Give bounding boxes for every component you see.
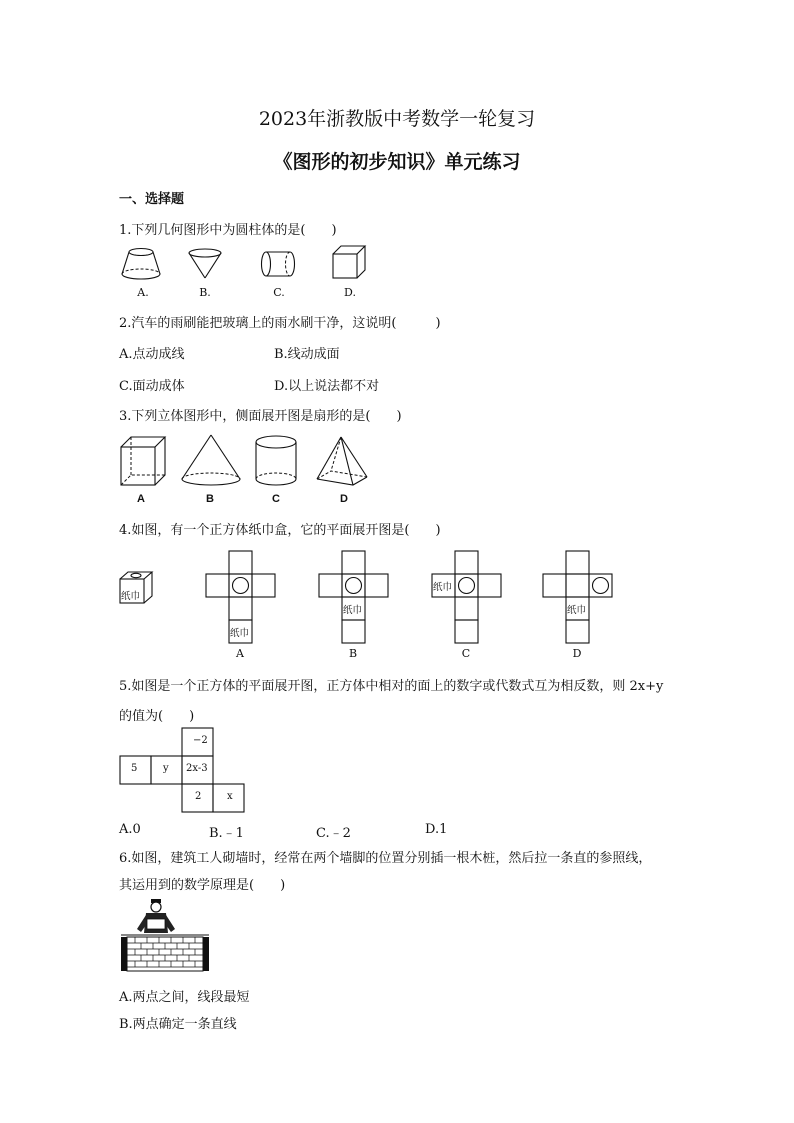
q5-cell-mid: 2x-3 <box>186 763 208 774</box>
q1-label-b: B. <box>199 286 211 299</box>
q1-label-c: C. <box>273 286 285 299</box>
q5-option-a: A.0 <box>119 822 141 837</box>
pyramid-figure <box>317 437 367 485</box>
q1-figures <box>119 244 379 284</box>
q6-option-b: B.两点确定一条直线 <box>119 1017 237 1032</box>
q4-label-c: C <box>461 647 471 660</box>
q1-stem: 1.下列几何图形中为圆柱体的是( ) <box>119 223 337 238</box>
q3-label-d: D <box>340 493 348 505</box>
q1-label-d: D. <box>344 286 356 299</box>
net-b-text: 纸巾 <box>343 605 363 616</box>
q5-cell-right: x <box>227 791 233 802</box>
q6-option-a: A.两点之间，线段最短 <box>119 990 250 1005</box>
q2-option-a: A.点动成线 <box>119 347 185 362</box>
horizontal-cylinder-figure <box>262 252 295 276</box>
q4-label-b: B <box>348 647 358 660</box>
document-title: 2023年浙教版中考数学一轮复习 <box>258 108 536 130</box>
q6-stem-line2: 其运用到的数学原理是( ) <box>119 878 286 893</box>
worker-figure <box>137 899 175 933</box>
net-a-text: 纸巾 <box>230 628 250 639</box>
q5-option-b: B.﹣1 <box>209 826 244 841</box>
q2-option-b: B.线动成面 <box>274 347 340 362</box>
q4-nets <box>206 551 616 645</box>
net-c-text: 纸巾 <box>433 582 453 593</box>
cube-figure <box>333 246 365 278</box>
net-d <box>543 551 612 643</box>
bricklayer-illustration <box>119 899 211 973</box>
q4-box-text: 纸巾 <box>121 591 141 602</box>
net-c <box>432 551 501 643</box>
q5-cell-top: −2 <box>193 735 208 746</box>
frustum-figure <box>122 249 160 280</box>
q4-label-a: A <box>236 647 244 660</box>
q3-figures <box>119 433 379 493</box>
net-d-text: 纸巾 <box>567 605 587 616</box>
document-subtitle: 《图形的初步知识》单元练习 <box>273 151 521 173</box>
q5-cell-bottom: 2 <box>195 791 202 802</box>
q2-option-c: C.面动成体 <box>119 379 185 394</box>
q5-stem-line1: 5.如图是一个正方体的平面展开图，正方体中相对的面上的数字或代数式互为相反数，则 2x+y <box>119 679 664 694</box>
q2-stem: 2.汽车的雨刷能把玻璃上的雨水刷干净，这说明( ) <box>119 316 441 331</box>
q5-stem-line2: 的值为( ) <box>119 709 195 724</box>
cone-figure <box>182 435 240 485</box>
q3-label-a: A <box>137 493 145 505</box>
q4-stem: 4.如图，有一个正方体纸巾盒，它的平面展开图是( ) <box>119 523 441 538</box>
q3-label-c: C <box>272 493 280 505</box>
cylinder-figure <box>256 436 296 485</box>
q5-cell-left1: 5 <box>131 763 138 774</box>
q3-label-b: B <box>206 493 214 505</box>
brick-wall <box>121 935 209 971</box>
cube-solid-figure <box>121 437 165 485</box>
section-heading: 一、选择题 <box>119 192 185 207</box>
q2-option-d: D.以上说法都不对 <box>274 379 380 394</box>
q5-option-c: C.﹣2 <box>316 826 351 841</box>
q4-label-d: D <box>572 647 582 660</box>
q6-stem-line1: 6.如图，建筑工人砌墙时，经常在两个墙脚的位置分别插一根木桩，然后拉一条直的参照线， <box>119 851 652 866</box>
net-b <box>319 551 388 643</box>
inverted-cone-figure <box>189 249 221 278</box>
q5-cell-left2: y <box>163 763 169 774</box>
q1-label-a: A. <box>137 286 149 299</box>
q3-stem: 3.下列立体图形中，侧面展开图是扇形的是( ) <box>119 409 402 424</box>
q5-option-d: D.1 <box>425 822 448 837</box>
